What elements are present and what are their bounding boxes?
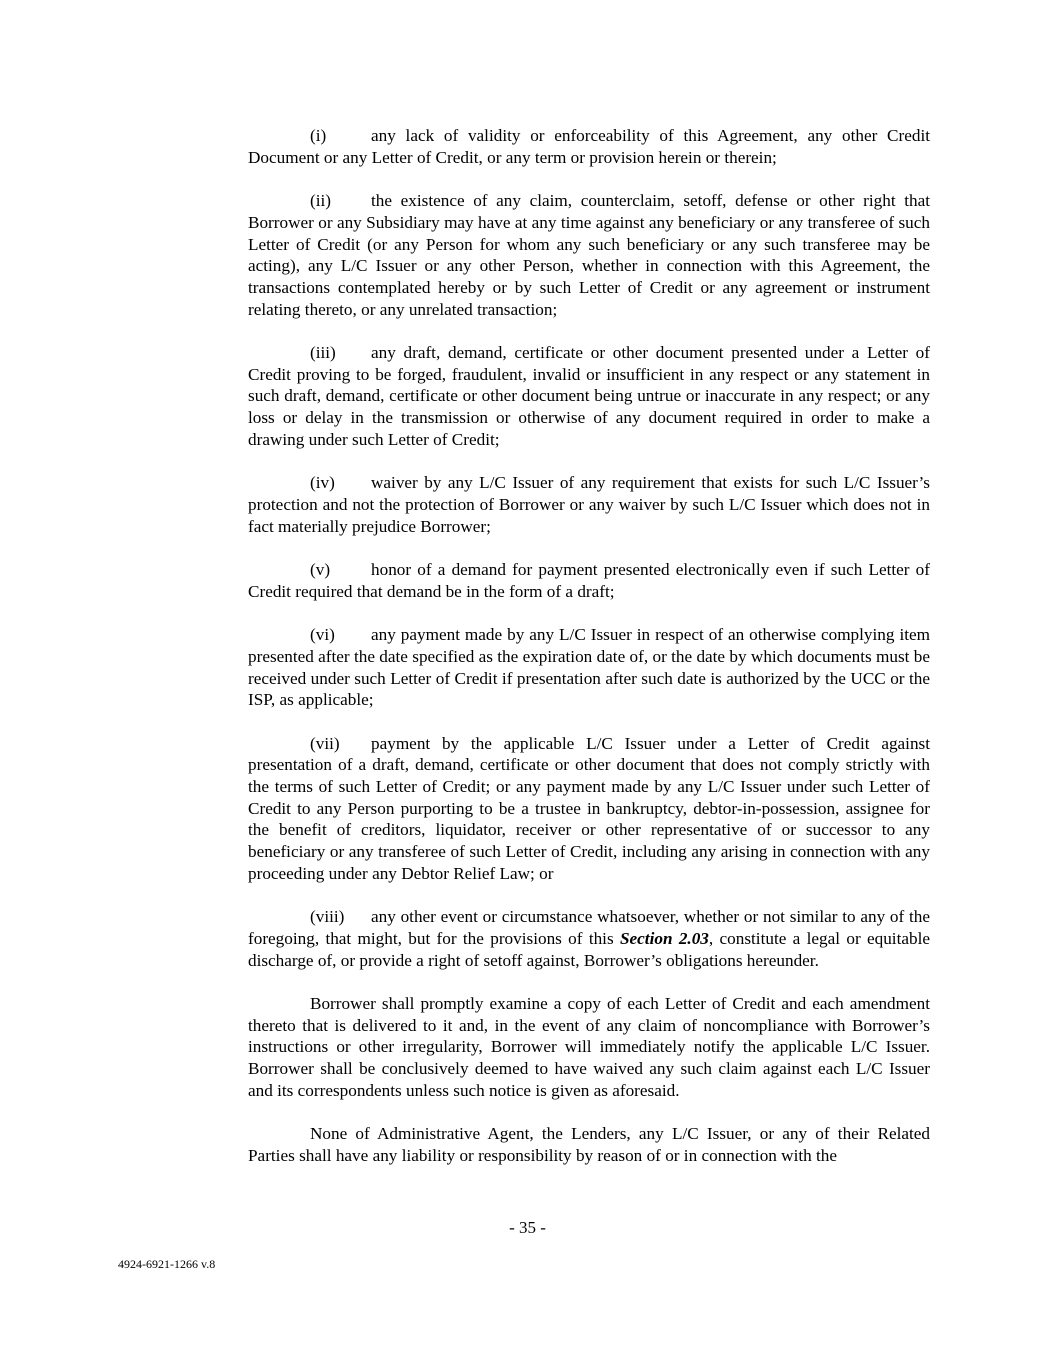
clause-i xyxy=(248,125,930,168)
clause-number: (vii) xyxy=(310,733,340,753)
clause-number: (i) xyxy=(310,126,327,145)
clause-text: payment by the applicable L/C Issuer under a Letter of Credit against presentation of a draft, demand, certificate or other document that does not comply strictly with the terms of such Letter of Credit; or any payment made by any L/C Issuer under such Letter of Credit to any Person purporting to be a trustee in bankruptcy, debtor-in-possession, assignee for the benefit of creditors, liquidator, receiver or other representative of or successor to any beneficiary or any transferee of such Letter of Credit, including any arising in connection with any proceeding under any Debtor Relief Law; or xyxy=(248,733,930,883)
clause-text: any payment made by any L/C Issuer in respect of an otherwise complying item presented after the date specified as the expiration date of, or the date by which documents must be received under such Letter of Credit if presentation after such date is authorized by the UCC or the ISP, as applicable; xyxy=(248,625,930,710)
clause-text: any lack of validity or enforceability of this Agreement, any other Credit Document or any Letter of Credit, or any term or provision herein or therein; xyxy=(248,126,930,167)
document-id: 4924-6921-1266 v.8 xyxy=(118,1257,216,1271)
clause-vi xyxy=(248,624,930,711)
clause-text: any draft, demand, certificate or other document presented under a Letter of Credit proving to be forged, fraudulent, invalid or insufficient in any respect or any statement in such draft, demand, certificate or other document being untrue or inaccurate in any respect; or any loss or delay in the transmission or otherwise of any document required in order to make a drawing under such Letter of Credit; xyxy=(248,343,930,449)
paragraph-borrower-examination: Borrower shall promptly examine a copy of each Letter of Credit and each amendment thereto that is delivered to it and, in the event of any claim of noncompliance with Borrower’s instructions or other irregularity, Borrower will immediately notify the applicable L/C Issuer. Borrower shall be conclusively deemed to have waived any such claim against each L/C Issuer and its correspondents unless such notice is given as aforesaid. xyxy=(248,994,930,1100)
clause-text-before: any other event or circumstance whatsoever, whether or not similar to any of the foregoing, that might, but for the provisions of this xyxy=(248,907,930,948)
clause-text: honor of a demand for payment presented electronically even if such Letter of Credit required that demand be in the form of a draft; xyxy=(248,560,930,601)
clause-number: (iv) xyxy=(310,473,335,493)
paragraph-liability: None of Administrative Agent, the Lenders, any L/C Issuer, or any of their Related Parties shall have any liability or responsibility by reason of or in connection with the xyxy=(248,1124,930,1165)
clause-iv xyxy=(248,472,930,537)
clause-number: (v) xyxy=(310,560,331,579)
clause-vii xyxy=(248,733,930,885)
clause-number: (vi) xyxy=(310,625,335,645)
clause-text: the existence of any claim, counterclaim, setoff, defense or other right that Borrower or any Subsidiary may have at any time against any beneficiary or any transferee of such Letter of Credit (or any Person for whom any such beneficiary or any such transferee may be acting), any L/C Issuer or any other Person, whether in connection with this Agreement, the transactions contemplated hereby or by such Letter of Credit or any agreement or instrument relating thereto, or any unrelated transaction; xyxy=(248,191,930,319)
clause-v xyxy=(248,559,930,602)
page-number: - 35 - xyxy=(509,1218,546,1237)
clause-text-after: , constitute a legal or equitable discharge of, or provide a right of setoff against, Borrower’s obligations hereunder. xyxy=(248,928,930,970)
clause-ii xyxy=(248,190,930,320)
clause-number: (ii) xyxy=(310,191,331,211)
document-body xyxy=(248,125,930,1188)
clause-viii xyxy=(248,906,930,971)
clause-number: (iii) xyxy=(310,343,336,362)
clause-text: waiver by any L/C Issuer of any requirement that exists for such L/C Issuer’s protection and not the protection of Borrower or any waiver by such L/C Issuer which does not in fact materially prejudice Borrower; xyxy=(248,473,930,536)
clause-number: (viii) xyxy=(310,907,345,927)
clause-iii xyxy=(248,342,930,451)
section-reference: Section 2.03 xyxy=(619,928,709,948)
